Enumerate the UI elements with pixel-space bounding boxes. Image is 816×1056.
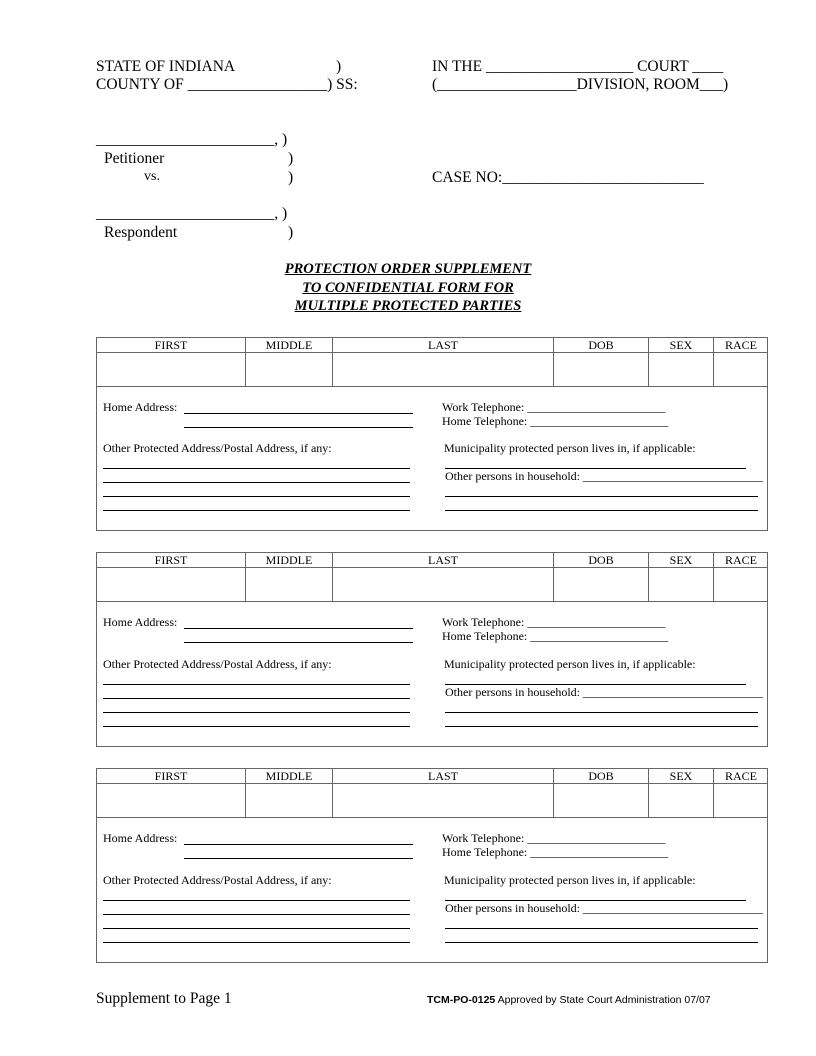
other-address-line[interactable]: [103, 726, 410, 727]
col-first: FIRST: [154, 553, 188, 567]
other-address-line[interactable]: [103, 942, 410, 943]
home-telephone-field[interactable]: Home Telephone: _______________________: [442, 845, 669, 859]
form-title-line-1: PROTECTION ORDER SUPPLEMENT: [284, 261, 532, 277]
vs-label: vs.: [144, 169, 160, 184]
col-divider: [332, 338, 333, 386]
other-address-line[interactable]: [103, 482, 410, 483]
municipality-label: Municipality protected person lives in, if applicable:: [444, 657, 696, 671]
col-dob: DOB: [588, 553, 614, 567]
col-divider: [713, 553, 714, 601]
other-persons-field[interactable]: Other persons in household: ______________________________: [445, 901, 763, 915]
col-middle: MIDDLE: [265, 769, 313, 783]
name-row-rule: [97, 601, 767, 602]
col-middle: MIDDLE: [265, 338, 313, 352]
other-address-label: Other Protected Address/Postal Address, if any:: [103, 441, 332, 455]
home-address-label: Home Address:: [103, 831, 178, 845]
col-divider: [648, 769, 649, 817]
respondent-line: _______________________, ): [96, 205, 288, 222]
petitioner-paren: ): [288, 150, 294, 167]
other-address-line[interactable]: [103, 496, 410, 497]
col-divider: [245, 769, 246, 817]
col-divider: [648, 553, 649, 601]
col-divider: [332, 769, 333, 817]
household-line[interactable]: [445, 928, 758, 929]
other-address-line[interactable]: [103, 510, 410, 511]
col-first: FIRST: [154, 338, 188, 352]
home-address-label: Home Address:: [103, 400, 178, 414]
county-field: COUNTY OF __________________) SS:: [96, 76, 358, 93]
col-divider: [245, 338, 246, 386]
col-divider: [332, 553, 333, 601]
col-divider: [713, 769, 714, 817]
case-no-field: CASE NO:__________________________: [432, 169, 704, 186]
col-divider: [245, 553, 246, 601]
household-line[interactable]: [445, 712, 758, 713]
col-last: LAST: [428, 553, 458, 567]
form-id: TCM-PO-0125: [427, 994, 496, 1006]
footer-page-note: Supplement to Page 1: [96, 990, 232, 1007]
other-address-label: Other Protected Address/Postal Address, if any:: [103, 873, 332, 887]
respondent-paren: ): [288, 224, 294, 241]
other-address-label: Other Protected Address/Postal Address, if any:: [103, 657, 332, 671]
home-address-line[interactable]: [184, 413, 413, 414]
col-sex: SEX: [669, 553, 693, 567]
col-race: RACE: [724, 769, 757, 783]
col-race: RACE: [724, 338, 757, 352]
work-telephone-field[interactable]: Work Telephone: _______________________: [442, 831, 666, 845]
col-divider: [553, 553, 554, 601]
protected-party-section-1: [96, 337, 768, 531]
col-sex: SEX: [669, 769, 693, 783]
form-title-line-2: TO CONFIDENTIAL FORM FOR: [302, 280, 514, 296]
other-address-line[interactable]: [103, 900, 410, 901]
home-address-line[interactable]: [184, 858, 413, 859]
protected-party-section-3: [96, 768, 768, 963]
respondent-label: Respondent: [104, 224, 178, 241]
other-persons-field[interactable]: Other persons in household: ______________________________: [445, 469, 763, 483]
header-rule: [97, 567, 767, 568]
household-line[interactable]: [445, 942, 758, 943]
header-rule: [97, 783, 767, 784]
home-telephone-field[interactable]: Home Telephone: _______________________: [442, 414, 669, 428]
name-row-rule: [97, 817, 767, 818]
other-address-line[interactable]: [103, 914, 410, 915]
home-address-line[interactable]: [184, 642, 413, 643]
col-race: RACE: [724, 553, 757, 567]
vs-paren: ): [288, 169, 294, 186]
other-address-line[interactable]: [103, 698, 410, 699]
work-telephone-field[interactable]: Work Telephone: _______________________: [442, 400, 666, 414]
work-telephone-field[interactable]: Work Telephone: _______________________: [442, 615, 666, 629]
municipality-label: Municipality protected person lives in, if applicable:: [444, 873, 696, 887]
other-persons-field[interactable]: Other persons in household: ______________________________: [445, 685, 763, 699]
col-first: FIRST: [154, 769, 188, 783]
division-field: (__________________DIVISION, ROOM___): [432, 76, 729, 93]
home-telephone-field[interactable]: Home Telephone: _______________________: [442, 629, 669, 643]
col-sex: SEX: [669, 338, 693, 352]
home-address-line[interactable]: [184, 844, 413, 845]
household-line[interactable]: [445, 496, 758, 497]
other-address-line[interactable]: [103, 928, 410, 929]
other-address-line[interactable]: [103, 684, 410, 685]
col-last: LAST: [428, 338, 458, 352]
petitioner-line: _______________________, ): [96, 131, 288, 148]
home-address-line[interactable]: [184, 427, 413, 428]
col-divider: [713, 338, 714, 386]
footer-approval: [427, 994, 711, 1006]
other-address-line[interactable]: [103, 468, 410, 469]
header-rule: [97, 352, 767, 353]
home-address-line[interactable]: [184, 628, 413, 629]
col-divider: [648, 338, 649, 386]
col-dob: DOB: [588, 769, 614, 783]
col-divider: [553, 338, 554, 386]
approval-text: Approved by State Court Administration 07/07: [495, 994, 711, 1006]
municipality-label: Municipality protected person lives in, if applicable:: [444, 441, 696, 455]
protected-party-section-2: [96, 552, 768, 747]
court-field: IN THE ___________________ COURT ____: [432, 58, 724, 75]
col-divider: [553, 769, 554, 817]
name-row-rule: [97, 386, 767, 387]
col-middle: MIDDLE: [265, 553, 313, 567]
state-paren: ): [336, 58, 342, 75]
state-label: STATE OF INDIANA: [96, 58, 236, 75]
form-title-line-3: MULTIPLE PROTECTED PARTIES: [294, 298, 522, 314]
col-dob: DOB: [588, 338, 614, 352]
home-address-label: Home Address:: [103, 615, 178, 629]
petitioner-label: Petitioner: [104, 150, 165, 167]
col-last: LAST: [428, 769, 458, 783]
other-address-line[interactable]: [103, 712, 410, 713]
household-line[interactable]: [445, 510, 758, 511]
household-line[interactable]: [445, 726, 758, 727]
